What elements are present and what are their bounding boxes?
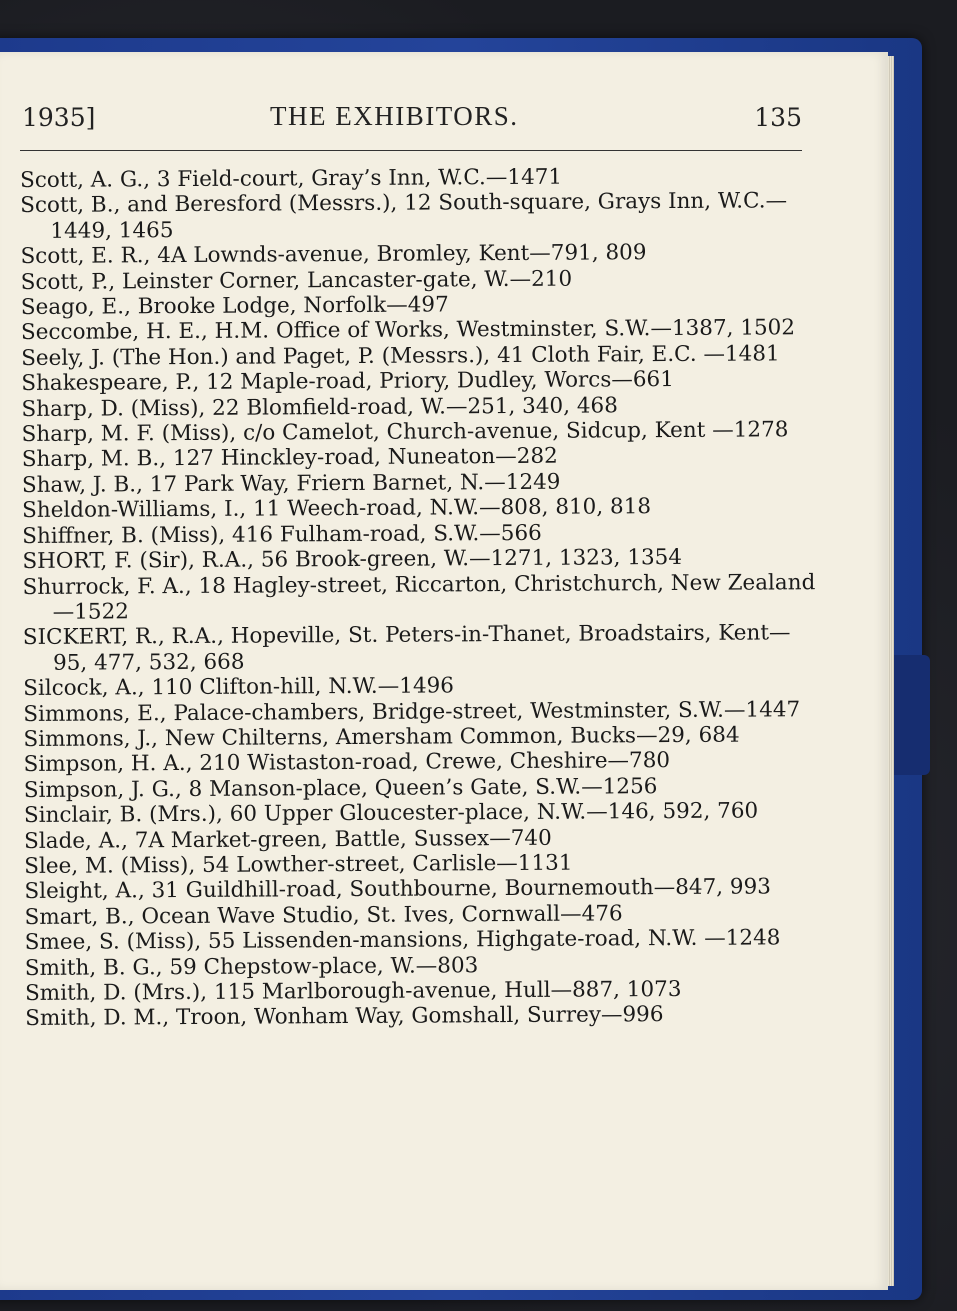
- list-item: Sharp, D. (Miss), 22 Blomfield-road, W.—251, 340, 468: [21, 393, 618, 422]
- list-item: Shurrock, F. A., 18 Hagley-street, Riccarton, Christchurch, New Zealand—1522: [22, 569, 816, 625]
- page-title: THE EXHIBITORS.: [270, 101, 519, 131]
- list-item: Smith, D. M., Troon, Wonham Way, Gomshall, Surrey—996: [25, 1002, 664, 1032]
- list-item: Shiffner, B. (Miss), 416 Fulham-road, S.W.—566: [22, 520, 542, 549]
- list-item: Simpson, H. A., 210 Wistaston-road, Crewe, Cheshire—780: [23, 748, 671, 778]
- list-item: Shakespeare, P., 12 Maple-road, Priory, Dudley, Worcs—661: [21, 367, 674, 397]
- exhibitor-list: [20, 163, 825, 1032]
- list-item: Smith, B. G., 59 Chepstow-place, W.—803: [24, 952, 479, 981]
- list-item: Seccombe, H. E., H.M. Office of Works, Westminster, S.W.—1387, 1502: [20, 315, 796, 346]
- header-year: 1935]: [22, 103, 96, 132]
- list-item: Scott, E. R., 4A Lownds-avenue, Bromley, Kent—791, 809: [20, 240, 647, 270]
- list-item: Smith, D. (Mrs.), 115 Marlborough-avenue, Hull—887, 1073: [24, 976, 682, 1006]
- list-item: Slee, M. (Miss), 54 Lowther-street, Carlisle—1131: [24, 850, 573, 879]
- list-item: Sharp, M. B., 127 Hinckley-road, Nuneaton—282: [21, 444, 558, 473]
- list-item: Sheldon-Williams, I., 11 Weech-road, N.W.—808, 810, 818: [22, 494, 652, 524]
- list-item: Smee, S. (Miss), 55 Lissenden-mansions, Highgate-road, N.W. —1248: [24, 925, 781, 956]
- list-item: Seago, E., Brooke Lodge, Norfolk—497: [20, 292, 449, 321]
- list-item: Seely, J. (The Hon.) and Paget, P. (Messrs.), 41 Cloth Fair, E.C. —1481: [21, 341, 780, 371]
- list-item: Simpson, J. G., 8 Manson-place, Queen’s Gate, S.W.—1256: [23, 773, 658, 803]
- list-item: Sharp, M. F. (Miss), c/o Camelot, Church-avenue, Sidcup, Kent —1278: [21, 417, 789, 448]
- list-item: Silcock, A., 110 Clifton-hill, N.W.—1496: [23, 673, 455, 702]
- page-number: 135: [754, 103, 802, 132]
- list-item: Simmons, E., Palace-chambers, Bridge-street, Westminster, S.W.—1447: [23, 696, 801, 727]
- list-item: Scott, B., and Beresford (Messrs.), 12 South-square, Grays Inn, W.C.—1449, 1465: [20, 188, 788, 244]
- page-edges: [888, 56, 894, 1286]
- list-item: Sinclair, B. (Mrs.), 60 Upper Gloucester-place, N.W.—146, 592, 760: [23, 798, 759, 829]
- list-item: Shaw, J. B., 17 Park Way, Friern Barnet, N.—1249: [21, 469, 561, 498]
- list-item: Scott, A. G., 3 Field-court, Gray’s Inn, W.C.—1471: [20, 164, 563, 193]
- list-item: SICKERT, R., R.A., Hopeville, St. Peters-in-Thanet, Broadstairs, Kent—95, 477, 532, 668: [22, 620, 791, 676]
- list-item: Smart, B., Ocean Wave Studio, St. Ives, Cornwall—476: [24, 901, 623, 930]
- header-rule: [20, 150, 802, 151]
- list-item: Sleight, A., 31 Guildhill-road, Southbourne, Bournemouth—847, 993: [24, 874, 772, 905]
- list-item: Slade, A., 7A Market-green, Battle, Sussex—740: [24, 825, 552, 854]
- list-item: SHORT, F. (Sir), R.A., 56 Brook-green, W.—1271, 1323, 1354: [22, 545, 683, 575]
- list-item: Scott, P., Leinster Corner, Lancaster-gate, W.—210: [20, 266, 573, 295]
- running-head: [22, 103, 812, 139]
- list-item: Simmons, J., New Chilterns, Amersham Common, Bucks—29, 684: [23, 722, 740, 752]
